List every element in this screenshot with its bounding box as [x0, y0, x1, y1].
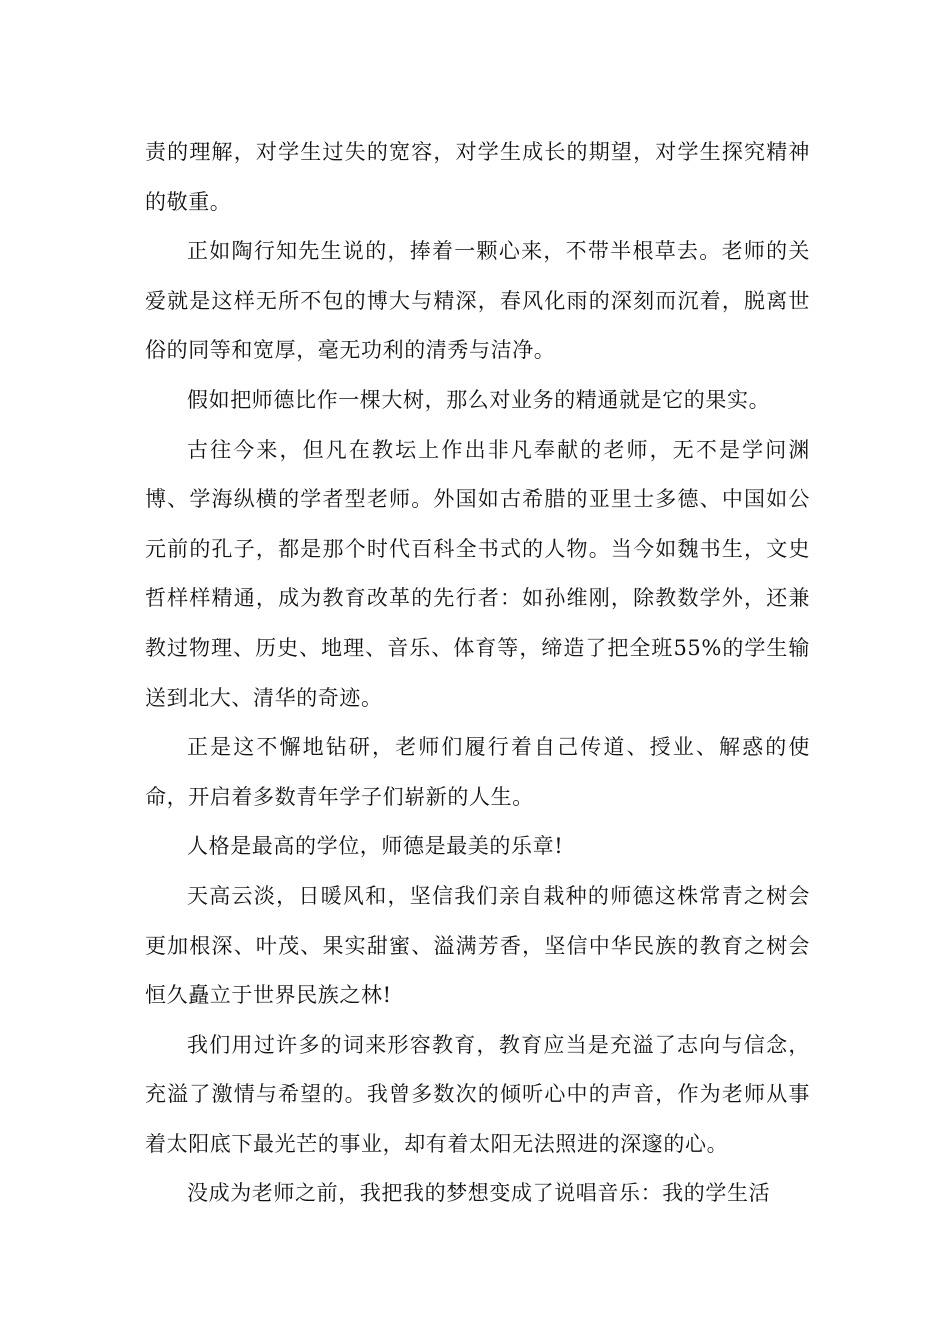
paragraph: 人格是最高的学位，师德是最美的乐章! — [187, 834, 564, 859]
paragraph: 我们用过许多的词来形容教育，教育应当是充溢了志向与信念，充溢了激情与希望的。我曾多数次的倾听心中的声音，作为老师从事着太阳底下最光芒的事业，却有着太阳无法照进的深邃的心。 — [145, 1032, 810, 1156]
paragraph: 没成为老师之前，我把我的梦想变成了说唱音乐：我的学生活 — [187, 1181, 771, 1206]
document-body — [145, 128, 810, 1219]
paragraph: 天高云淡，日暖风和，坚信我们亲自栽种的师德这株常青之树会更加根深、叶茂、果实甜蜜、溢满芳香，坚信中华民族的教育之树会恒久矗立于世界民族之林! — [145, 883, 810, 1008]
paragraph: 正是这不懈地钻研，老师们履行着自己传道、授业、解惑的使命，开启着多数青年学子们崭新的人生。 — [145, 735, 810, 809]
paragraph: 古往今来，但凡在教坛上作出非凡奉献的老师，无不是学问渊博、学海纵横的学者型老师。外国如古希腊的亚里士多德、中国如公元前的孔子，都是那个时代百科全书式的人物。当今如魏书生，文史哲样样精通，成为教育改革的先行者：如孙维刚，除教数学外，还兼教过物理、历史、地理、音乐、体育等，缔造了把全班55%的学生输送到北大、清华的奇迹。 — [145, 437, 810, 710]
paragraph: 正如陶行知先生说的，捧着一颗心来，不带半根草去。老师的关爱就是这样无所不包的博大与精深，春风化雨的深刻而沉着，脱离世俗的同等和宽厚，毫无功利的清秀与洁净。 — [145, 239, 810, 363]
paragraph: 假如把师德比作一棵大树，那么对业务的精通就是它的果实。 — [187, 387, 771, 412]
paragraph: 责的理解，对学生过失的宽容，对学生成长的期望，对学生探究精神的敬重。 — [145, 140, 810, 214]
